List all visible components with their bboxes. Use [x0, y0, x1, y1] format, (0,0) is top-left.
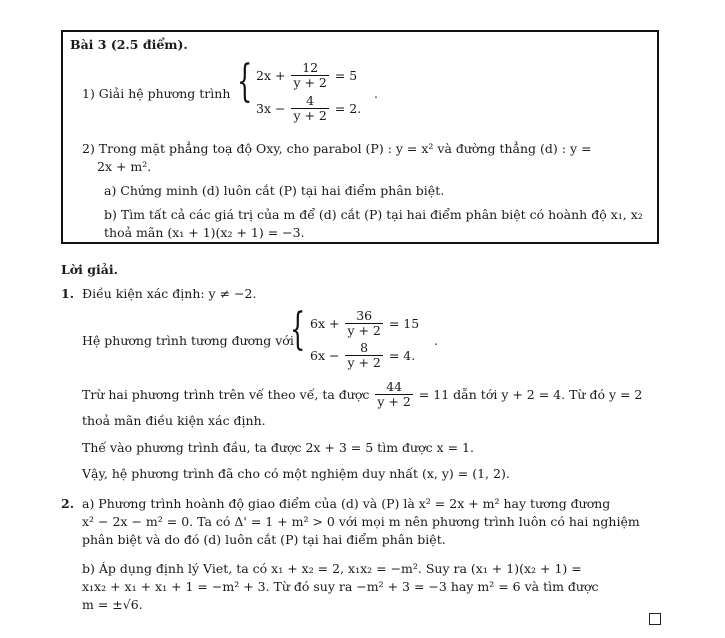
part1-prefix: 1) Giải hệ phương trình [82, 86, 231, 101]
solution-1-eq2 [310, 341, 415, 371]
part1-eq2 [256, 94, 361, 124]
part2-line2: 2x + m². [97, 159, 152, 174]
part1-eq1 [256, 61, 357, 91]
eq-term: 3x − [256, 101, 286, 117]
denominator: y + 2 [293, 108, 327, 124]
numerator: 4 [291, 94, 328, 109]
eq-term: 2x + [256, 68, 286, 84]
eq-term: 6x + [310, 316, 340, 332]
solution-2-number: 2. [61, 496, 75, 511]
eq-term: = 15 [388, 316, 420, 332]
eq-term: 6x − [310, 348, 340, 364]
eq-term: = 4. [388, 348, 416, 364]
denominator: y + 2 [347, 323, 381, 339]
solution-1-dot: . [434, 333, 438, 348]
fraction [291, 94, 328, 124]
eq-term: = 2. [334, 101, 362, 117]
system-brace: { [290, 304, 306, 355]
part2a: a) Chứng minh (d) luôn cắt (P) tại hai điểm phân biệt. [104, 183, 445, 198]
solution-2a-line2: x² − 2x − m² = 0. Ta có Δ' = 1 + m² > 0 với mọi m nên phương trình luôn có hai nghiệm [82, 514, 640, 529]
solution-2b-line1: b) Áp dụng định lý Viet, ta có x₁ + x₂ = 2, x₁x₂ = −m². Suy ra (x₁ + 1)(x₂ + 1) = [82, 561, 582, 576]
denominator: y + 2 [377, 394, 411, 410]
fraction [291, 61, 328, 91]
solution-2a-line1: a) Phương trình hoành độ giao điểm của (d) và (P) là x² = 2x + m² hay tương đương [82, 496, 611, 511]
solution-1-conclusion: Vậy, hệ phương trình đã cho có một nghiệm duy nhất (x, y) = (1, 2). [82, 466, 510, 481]
solution-heading: Lời giải. [61, 262, 118, 277]
numerator: 36 [345, 309, 382, 324]
part2b-line2: thoả mãn (x₁ + 1)(x₂ + 1) = −3. [104, 225, 305, 240]
eq-term: = 5 [334, 68, 358, 84]
system-brace: { [237, 56, 253, 107]
text-run: Trừ hai phương trình trên vế theo vế, ta được [82, 387, 370, 403]
solution-1-plug: Thế vào phương trình đầu, ta được 2x + 3 = 5 tìm được x = 1. [82, 440, 474, 455]
qed-square-icon [649, 613, 661, 625]
solution-2b-line2: x₁x₂ + x₁ + x₁ + 1 = −m² + 3. Từ đó suy ra −m² + 3 = −3 hay m² = 6 và tìm được [82, 579, 599, 594]
solution-1-equiv: Hệ phương trình tương đương với [82, 333, 294, 348]
numerator: 44 [375, 380, 412, 395]
fraction [345, 341, 382, 371]
solution-1-subtract-line2: thoả mãn điều kiện xác định. [82, 413, 266, 428]
fraction [345, 309, 382, 339]
solution-2a-line3: phân biệt và do đó (d) luôn cắt (P) tại hai điểm phân biệt. [82, 532, 446, 547]
solution-1-eq1 [310, 309, 419, 339]
denominator: y + 2 [293, 75, 327, 91]
solution-1-subtract [82, 380, 642, 410]
problem-title: Bài 3 (2.5 điểm). [70, 37, 188, 52]
denominator: y + 2 [347, 355, 381, 371]
fraction [375, 380, 412, 410]
solution-2b-line3: m = ±√6. [82, 597, 143, 612]
part2b-line1: b) Tìm tất cả các giá trị của m để (d) cắt (P) tại hai điểm phân biệt có hoành độ x₁, x₂ [104, 207, 643, 222]
part1-dot: . [374, 86, 378, 101]
solution-1-number: 1. [61, 286, 75, 301]
part2-line1: 2) Trong mặt phẳng toạ độ Oxy, cho parabol (P) : y = x² và đường thẳng (d) : y = [82, 141, 592, 156]
numerator: 12 [291, 61, 328, 76]
solution-1-condition: Điều kiện xác định: y ≠ −2. [82, 286, 257, 301]
text-run: = 11 dẫn tới y + 2 = 4. Từ đó y = 2 [418, 387, 643, 403]
numerator: 8 [345, 341, 382, 356]
